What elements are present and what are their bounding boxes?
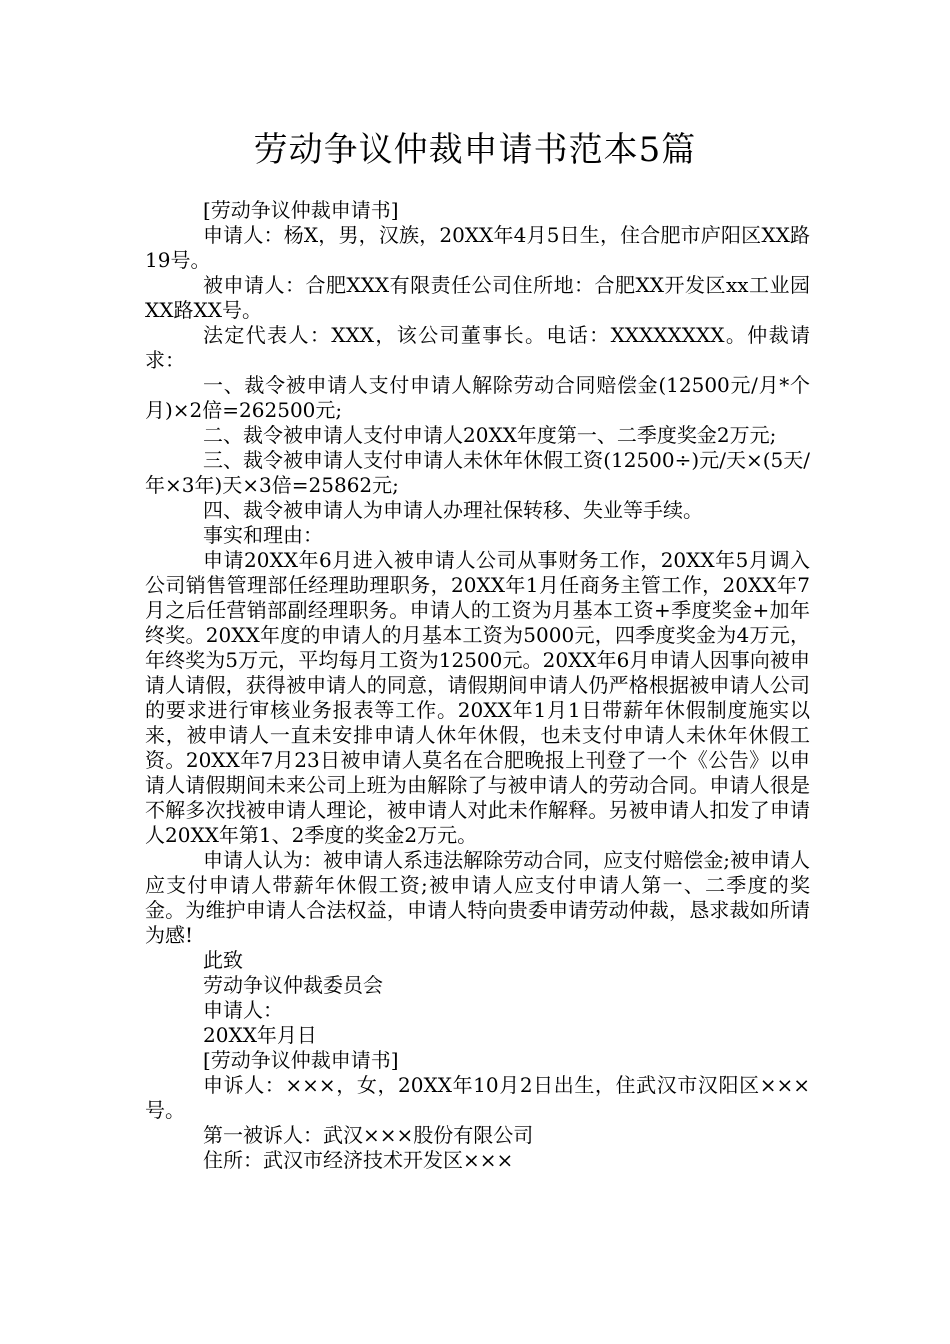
paragraph-section-heading-2: [劳动争议仲裁申请书] — [203, 1048, 399, 1072]
paragraph-first-respondent: 第一被诉人：武汉×××股份有限公司 — [203, 1123, 534, 1147]
document-title: 劳动争议仲裁申请书范本5篇 — [253, 130, 697, 170]
paragraph-facts-heading: 事实和理由： — [203, 523, 323, 547]
paragraph-claim-1: 一、裁令被申请人支付申请人解除劳动合同赔偿金(12500元/月*个月)×2倍=262500元; — [145, 373, 810, 422]
paragraph-legal-representative: 法定代表人：XXX，该公司董事长。电话：XXXXXXXX。仲裁请求： — [145, 323, 810, 372]
paragraph-respondent: 被申请人：合肥XXX有限责任公司住所地：合肥XX开发区xx工业园XX路XX号。 — [145, 273, 810, 322]
paragraph-salutation: 此致 — [203, 948, 243, 972]
paragraph-claim-2: 二、裁令被申请人支付申请人20XX年度第一、二季度奖金2万元; — [203, 423, 777, 447]
paragraph-signature-applicant: 申请人： — [203, 998, 283, 1022]
paragraph-facts-body: 申请20XX年6月进入被申请人公司从事财务工作，20XX年5月调入公司销售管理部任经理助理职务，20XX年1月任商务主管工作，20XX年7月之后任营销部副经理职务。申请人的工资为月基本工资+季度奖金+加年终奖。20XX年度的申请人的月基本工资为5000元，四季度奖金为4万元，年终奖为5万元，平均每月工资为12500元。20XX年6月申请人因事向被申请人请假，获得被申请人的同意，请假期间申请人仍严格根据被申请人公司的要求进行审核业务报表等工作。20XX年1月1日带薪年休假制度施实以来，被申请人一直未安排申请人休年休假，也未支付申请人未休年休假工资。20XX年7月23日被申请人莫名在合肥晚报上刊登了一个《公告》以申请人请假期间未来公司上班为由解除了与被申请人的劳动合同。申请人很是不解多次找被申请人理论，被申请人对此未作解释。另被申请人扣发了申请人20XX年第1、2季度的奖金2万元。 — [145, 548, 810, 847]
paragraph-claim-4: 四、裁令被申请人为申请人办理社保转移、失业等手续。 — [203, 498, 703, 522]
paragraph-claim-3: 三、裁令被申请人支付申请人未休年休假工资(12500÷)元/天×(5天/年×3年)天×3倍=25862元; — [145, 448, 810, 497]
paragraph-section-heading-1: [劳动争议仲裁申请书] — [203, 198, 399, 222]
paragraph-complainant: 申诉人：×××，女，20XX年10月2日出生，住武汉市汉阳区×××号。 — [145, 1073, 810, 1122]
paragraph-respondent-address: 住所：武汉市经济技术开发区××× — [203, 1148, 514, 1172]
document-body — [145, 198, 810, 1173]
paragraph-applicant: 申请人：杨X，男，汉族，20XX年4月5日生，住合肥市庐阳区XX路19号。 — [145, 223, 810, 272]
paragraph-recipient: 劳动争议仲裁委员会 — [203, 973, 383, 997]
paragraph-applicant-opinion: 申请人认为：被申请人系违法解除劳动合同，应支付赔偿金;被申请人应支付申请人带薪年休假工资;被申请人应支付申请人第一、二季度的奖金。为维护申请人合法权益，申请人特向贵委申请劳动仲裁，恳求裁如所请为感! — [145, 848, 810, 947]
paragraph-signature-date: 20XX年月日 — [203, 1023, 317, 1047]
